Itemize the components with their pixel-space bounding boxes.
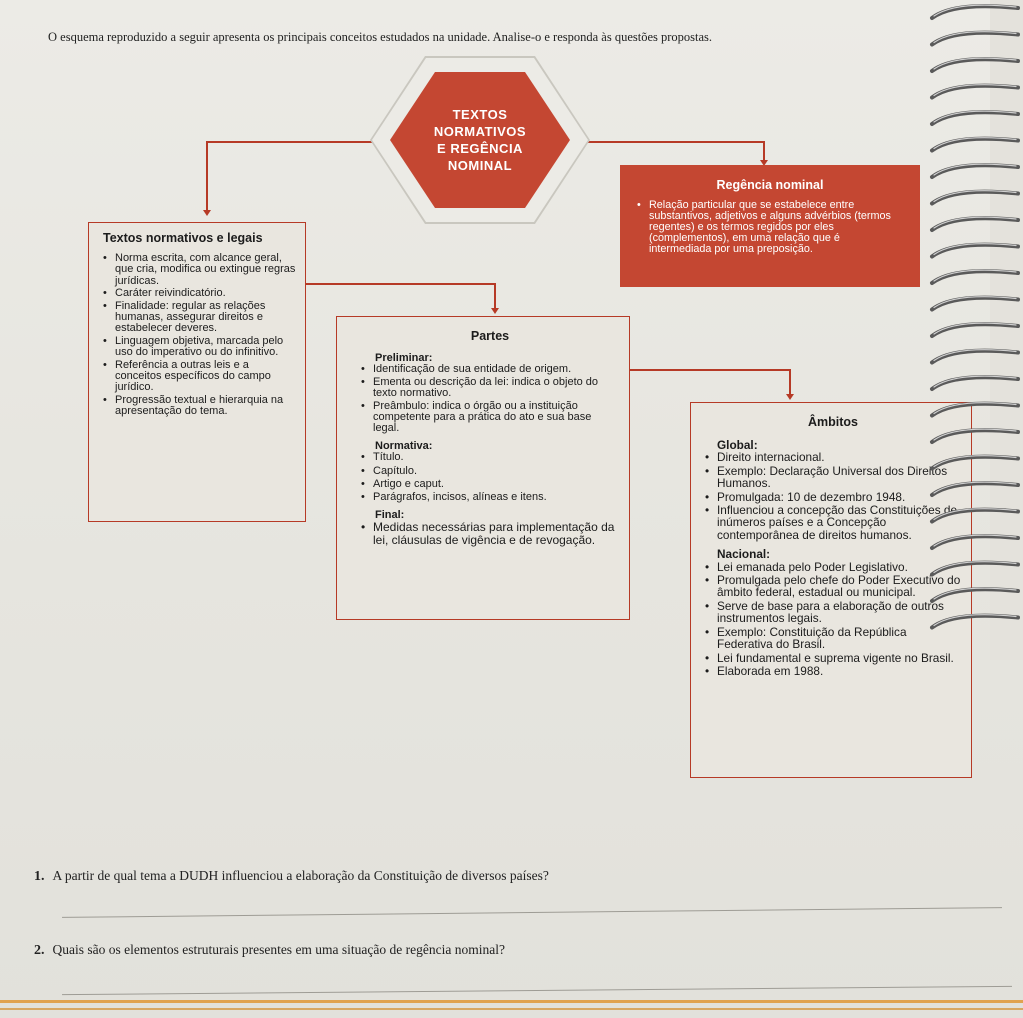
ambitos-nacional-label: Nacional:	[717, 547, 771, 562]
connector-ambitos-v	[789, 369, 791, 395]
question-1: 1. A partir de qual tema a DUDH influenciou a elaboração da Constituição de diversos países?	[34, 868, 549, 884]
connector-partes-h	[306, 283, 496, 285]
list-item: • Promulgada pelo chefe do Poder Executivo do âmbito federal, estadual ou municipal.	[705, 574, 961, 599]
connector-left-h	[206, 141, 380, 143]
regencia-nominal-title: Regência nominal	[716, 178, 824, 192]
page-edge-stripe	[0, 1000, 1023, 1003]
central-hexagon	[370, 56, 590, 224]
list-item: • Promulgada: 10 de dezembro 1948.	[705, 491, 961, 503]
list-item: • Norma escrita, com alcance geral, que cria, modifica ou extingue regras jurídicas.	[103, 253, 297, 287]
answer-line-2[interactable]	[62, 986, 1012, 995]
arrow-down-ambitos	[786, 394, 794, 400]
textos-normativos-box	[88, 222, 306, 522]
list-item: • Artigo e caput.	[361, 479, 619, 490]
list-item: • Finalidade: regular as relações humanas, assegurar direitos e estabelecer deveres.	[103, 301, 297, 335]
list-item: • Relação particular que se estabelece entre substantivos, adjetivos e alguns advérbios (termos regentes) e os termos regidos por eles (complementos), em uma relação que é intermediada por uma preposição.	[637, 200, 903, 255]
list-item: • Progressão textual e hierarquia na apresentação do tema.	[103, 395, 297, 418]
connector-right-v	[763, 141, 765, 161]
list-item: • Capítulo.	[361, 466, 619, 477]
partes-normativa-label: Normativa:	[375, 439, 433, 452]
textos-normativos-title: Textos normativos e legais	[103, 231, 263, 245]
list-item: • Título.	[361, 452, 619, 463]
list-item: • Elaborada em 1988.	[705, 665, 961, 677]
list-item: • Identificação de sua entidade de origem.	[361, 364, 619, 375]
arrow-down-partes	[491, 308, 499, 314]
ambitos-title: Âmbitos	[808, 415, 858, 429]
list-item: • Direito internacional.	[705, 451, 961, 463]
list-item: • Referência a outras leis e a conceitos específicos do campo jurídico.	[103, 360, 297, 394]
list-item: • Parágrafos, incisos, alíneas e itens.	[361, 492, 619, 503]
list-item: • Ementa ou descrição da lei: indica o objeto do texto normativo.	[361, 377, 619, 400]
arrow-down-textos	[203, 210, 211, 216]
connector-right-h	[578, 141, 764, 143]
partes-box	[336, 316, 630, 620]
partes-preliminar-label: Preliminar:	[375, 352, 433, 364]
partes-title: Partes	[470, 329, 510, 343]
list-item: • Lei emanada pelo Poder Legislativo.	[705, 561, 961, 573]
list-item: • Influenciou a concepção das Constituições de inúmeros países e a Concepção contemporânea de direitos humanos.	[705, 504, 961, 541]
answer-line-1[interactable]	[62, 907, 1002, 918]
spiral-binding-icon	[928, 0, 1023, 660]
list-item: • Lei fundamental e suprema vigente no Brasil.	[705, 652, 961, 664]
connector-partes-v	[494, 283, 496, 309]
ambitos-global-label: Global:	[717, 438, 758, 452]
list-item: • Preâmbulo: indica o órgão ou a instituição competente para a prática do ato e sua base legal.	[361, 401, 619, 435]
question-2: 2. Quais são os elementos estruturais presentes em uma situação de regência nominal?	[34, 942, 505, 958]
list-item: • Caráter reivindicatório.	[103, 288, 297, 299]
list-item: • Linguagem objetiva, marcada pelo uso do imperativo ou do infinitivo.	[103, 336, 297, 359]
intro-text: O esquema reproduzido a seguir apresenta os principais conceitos estudados na unidade. Analise-o e responda às questões propostas.	[48, 30, 713, 44]
connector-ambitos-h	[628, 369, 791, 371]
list-item: • Exemplo: Declaração Universal dos Direitos Humanos.	[705, 465, 961, 490]
regencia-nominal-box	[620, 165, 920, 287]
list-item: • Medidas necessárias para implementação da lei, cláusulas de vigência e de revogação.	[361, 521, 619, 547]
partes-final-label: Final:	[375, 508, 405, 521]
connector-left-v	[206, 141, 208, 211]
list-item: • Exemplo: Constituição da República Federativa do Brasil.	[705, 626, 961, 651]
page-edge-stripe	[0, 1008, 1023, 1010]
list-item: • Serve de base para a elaboração de outros instrumentos legais.	[705, 600, 961, 625]
central-title: TEXTOS NORMATIVOS E REGÊNCIA NOMINAL	[433, 107, 527, 173]
